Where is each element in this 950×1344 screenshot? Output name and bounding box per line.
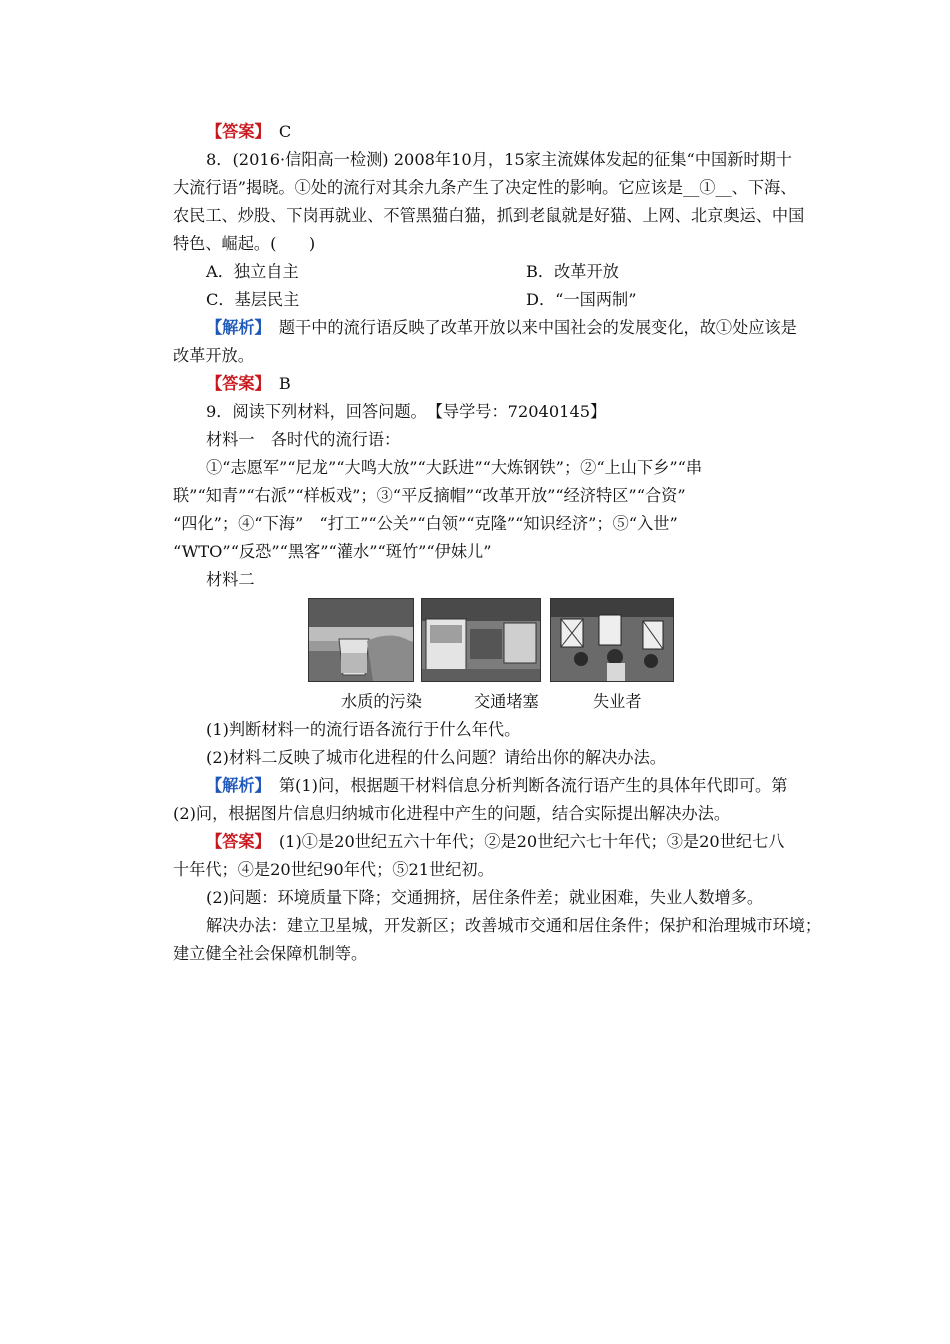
material1-line: “WTO”“反恐”“黑客”“灌水”“斑竹”“伊妹儿” [173, 542, 492, 561]
analysis-text: 第(1)问，根据题干材料信息分析判断各流行语产生的具体年代即可。第 [278, 776, 788, 795]
q8-stem-text: 、下海、 [731, 178, 797, 197]
water-pollution-photo [308, 598, 414, 682]
q8-stem-line [173, 174, 813, 202]
q9-answer-line: 建立健全社会保障机制等。 [173, 944, 368, 963]
q8-answer-line [173, 370, 813, 398]
caption-water: 水质的污染 [341, 692, 422, 711]
q8-analysis-line: 改革开放。 [173, 346, 254, 365]
analysis-tag: 【解析】 [206, 318, 263, 337]
material1-title: 材料一 各时代的流行语： [206, 430, 401, 449]
caption-traffic: 交通堵塞 [474, 692, 539, 711]
q8-stem-text: 大流行语”揭晓。①处的流行对其余九条产生了决定性的影响。它应该是 [173, 178, 684, 197]
material1-line: 联”“知青”“右派”“样板戏”；③“平反摘帽”“改革开放”“经济特区”“合资” [173, 486, 686, 505]
answer-tag: 【答案】 [206, 374, 263, 393]
q8-stem-line: 特色、崛起。( ) [173, 234, 316, 253]
q9-analysis-line: (2)问，根据图片信息归纳城市化进程中产生的问题，结合实际提出解决办法。 [173, 804, 731, 823]
q9-answer-line: 解决办法：建立卫星城，开发新区；改善城市交通和居住条件；保护和治理城市环境； [206, 916, 822, 935]
analysis-tag: 【解析】 [206, 776, 263, 795]
q8-stem-line: 8．(2016·信阳高一检测) 2008年10月，15家主流媒体发起的征集“中国新时期十 [206, 150, 792, 169]
question-1: (1)判断材料一的流行语各流行于什么年代。 [206, 720, 521, 739]
traffic-jam-photo [421, 598, 541, 682]
material2-photos [308, 598, 674, 682]
material1-line: “四化”；④“下海” “打工”“公关”“白领”“克隆”“知识经济”；⑤“入世” [173, 514, 678, 533]
q9-answer-line: (2)问题：环境质量下降；交通拥挤，居住条件差；就业困难，失业人数增多。 [206, 888, 764, 907]
question-2: (2)材料二反映了城市化进程的什么问题？请给出你的解决办法。 [206, 748, 666, 767]
q8-options-row [173, 286, 813, 314]
material2-title: 材料二 [206, 570, 255, 589]
q7-answer-line [173, 118, 813, 146]
unemployed-photo [550, 598, 674, 682]
option-b: B．改革开放 [526, 262, 619, 281]
answer-value: B [278, 374, 291, 393]
analysis-text: 题干中的流行语反映了改革开放以来中国社会的发展变化，故①处应该是 [278, 318, 797, 337]
q9-questions [173, 716, 822, 968]
answer-value: C [278, 122, 292, 141]
q9-answer-line [173, 828, 813, 856]
material1-line: ①“志愿军”“尼龙”“大鸣大放”“大跃进”“大炼钢铁”；②“上山下乡”“串 [206, 458, 703, 477]
answer-tag: 【答案】 [206, 832, 263, 851]
q8-options-row [173, 258, 813, 286]
q9-stem-line: 9．阅读下列材料，回答问题。 【导学号：72040145】 [206, 402, 607, 421]
option-c: C．基层民主 [206, 290, 300, 309]
q9-answer-line: 十年代；④是20世纪90年代；⑤21世纪初。 [173, 860, 494, 879]
q8-analysis-line [173, 314, 813, 342]
option-d: D．“一国两制” [526, 290, 637, 309]
answer-text: (1)①是20世纪五六十年代；②是20世纪六七十年代；③是20世纪七八 [278, 832, 785, 851]
q8-stem-line: 农民工、炒股、下岗再就业、不管黑猫白猫，抓到老鼠就是好猫、上网、北京奥运、中国 [173, 206, 805, 225]
q9-analysis-line [173, 772, 813, 800]
caption-unemployed: 失业者 [593, 692, 642, 711]
q8-blank: __①__ [683, 178, 732, 197]
answer-tag: 【答案】 [206, 122, 263, 141]
document-body [173, 118, 813, 594]
option-a: A．独立自主 [206, 262, 299, 281]
